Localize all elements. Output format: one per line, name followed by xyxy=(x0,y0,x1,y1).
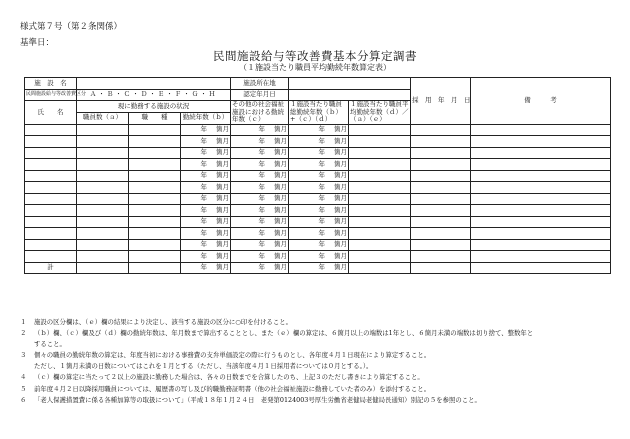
service-years-cell[interactable] xyxy=(181,251,231,263)
avg-years-cell[interactable] xyxy=(349,216,411,228)
document-title: 民間施設給与等改善費基本分算定調書 xyxy=(213,49,417,63)
base-date-label: 基準日： xyxy=(20,38,55,48)
month-unit: 箇月 xyxy=(216,228,229,237)
staff-count-cell[interactable] xyxy=(77,205,129,217)
year-unit: 年 xyxy=(318,148,325,156)
job-type-cell[interactable] xyxy=(129,205,181,217)
other-facility-years-cell[interactable] xyxy=(231,124,289,136)
other-facility-years-cell[interactable] xyxy=(231,182,289,194)
note-line xyxy=(20,372,620,383)
year-unit: 年 xyxy=(258,125,265,133)
year-unit: 年 xyxy=(258,263,265,271)
service-years-cell[interactable] xyxy=(181,193,231,205)
staff-row xyxy=(25,216,611,228)
month-unit: 箇月 xyxy=(274,251,287,260)
year-unit: 年 xyxy=(318,171,325,179)
remarks-cell[interactable] xyxy=(471,228,611,240)
staff-count-cell[interactable] xyxy=(77,136,129,148)
other-facility-years-cell[interactable] xyxy=(231,159,289,171)
staff-count-cell[interactable] xyxy=(77,193,129,205)
note-number: ３ xyxy=(20,351,27,360)
remarks-cell[interactable] xyxy=(471,251,611,263)
staff-count-cell[interactable] xyxy=(77,228,129,240)
month-unit: 箇月 xyxy=(274,217,287,225)
job-type-cell[interactable] xyxy=(129,124,181,136)
staff-name-cell[interactable] xyxy=(25,124,77,136)
service-years-cell[interactable] xyxy=(181,124,231,136)
staff-count-header: 職員数（ａ） xyxy=(77,112,129,124)
other-facility-years-cell[interactable] xyxy=(231,228,289,240)
year-unit: 年 xyxy=(258,171,265,179)
year-unit: 年 xyxy=(200,125,207,133)
remarks-cell[interactable] xyxy=(471,147,611,159)
note-text: すること。 xyxy=(34,340,66,349)
staff-row xyxy=(25,124,611,136)
month-unit: 箇月 xyxy=(216,205,229,214)
service-years-cell[interactable] xyxy=(181,136,231,148)
notes-section xyxy=(20,317,620,406)
staff-count-cell[interactable] xyxy=(77,147,129,159)
staff-name-cell[interactable] xyxy=(25,170,77,182)
total-years-cell[interactable] xyxy=(289,239,349,251)
month-unit: 箇月 xyxy=(216,159,229,168)
month-unit: 箇月 xyxy=(334,159,347,168)
avg-years-cell[interactable] xyxy=(349,251,411,263)
avg-years-cell[interactable] xyxy=(349,124,411,136)
job-type-cell[interactable] xyxy=(129,136,181,148)
service-years-cell[interactable] xyxy=(181,216,231,228)
total-years-cell[interactable] xyxy=(289,216,349,228)
month-unit: 箇月 xyxy=(334,136,347,145)
remarks-cell[interactable] xyxy=(471,159,611,171)
staff-count-cell[interactable] xyxy=(77,182,129,194)
job-type-cell[interactable] xyxy=(129,182,181,194)
approval-date-field[interactable] xyxy=(289,89,411,101)
approval-date-label: 認定年月日 xyxy=(231,89,289,101)
year-unit: 年 xyxy=(318,182,325,191)
remarks-cell[interactable] xyxy=(471,136,611,148)
name-header: 氏 名 xyxy=(25,101,77,125)
year-unit: 年 xyxy=(200,194,207,202)
note-line xyxy=(20,317,620,328)
remarks-cell[interactable] xyxy=(471,216,611,228)
avg-years-cell[interactable] xyxy=(349,262,411,274)
year-unit: 年 xyxy=(318,228,325,237)
month-unit: 箇月 xyxy=(274,171,287,179)
month-unit: 箇月 xyxy=(274,182,287,191)
document-subtitle: （１施設当たり職員平均勤続年数算定表） xyxy=(239,63,391,72)
avg-years-cell[interactable] xyxy=(349,159,411,171)
service-years-cell[interactable] xyxy=(181,228,231,240)
note-number: ５ xyxy=(20,384,27,393)
note-number: ４ xyxy=(20,373,27,382)
avg-years-cell[interactable] xyxy=(349,147,411,159)
staff-row xyxy=(25,228,611,240)
total-years-cell[interactable] xyxy=(289,262,349,274)
month-unit: 箇月 xyxy=(274,228,287,237)
staff-count-cell[interactable] xyxy=(77,170,129,182)
note-number: ２ xyxy=(20,329,27,338)
total-years-cell[interactable] xyxy=(289,182,349,194)
classification-options[interactable]: Ａ・Ｂ・Ｃ・Ｄ・Ｅ・Ｆ・Ｇ・Ｈ xyxy=(77,89,231,101)
total-label: 計 xyxy=(25,262,77,274)
other-facility-years-cell[interactable] xyxy=(231,216,289,228)
month-unit: 箇月 xyxy=(334,240,347,248)
other-facility-years-cell[interactable] xyxy=(231,239,289,251)
month-unit: 箇月 xyxy=(274,205,287,214)
facility-location-field[interactable] xyxy=(289,78,411,90)
month-unit: 箇月 xyxy=(274,125,287,133)
year-unit: 年 xyxy=(318,217,325,225)
year-unit: 年 xyxy=(318,251,325,260)
month-unit: 箇月 xyxy=(216,194,229,202)
month-unit: 箇月 xyxy=(274,194,287,202)
year-unit: 年 xyxy=(258,240,265,248)
total-years-header: １施設当たり職員総勤続年数（ｂ）+（ｃ）（ｄ） xyxy=(289,101,349,125)
month-unit: 箇月 xyxy=(334,148,347,156)
note-text: （ｂ）欄、（ｃ）欄及び（ｄ）欄の勤続年数は、年月数まで算出することとし、また（ｅ）欄の算定は、６箇月以上の端数は1年とし、６箇月未満の端数は切り捨て、整数年と xyxy=(34,329,534,338)
hire-date-cell[interactable] xyxy=(411,193,471,205)
remarks-cell[interactable] xyxy=(471,205,611,217)
avg-years-cell[interactable] xyxy=(349,182,411,194)
hire-date-cell[interactable] xyxy=(411,216,471,228)
staff-name-cell[interactable] xyxy=(25,216,77,228)
month-unit: 箇月 xyxy=(216,251,229,260)
facility-location-label: 施設所在地 xyxy=(231,78,289,90)
job-type-cell[interactable] xyxy=(129,262,181,274)
total-years-cell[interactable] xyxy=(289,159,349,171)
staff-name-cell[interactable] xyxy=(25,228,77,240)
job-type-cell[interactable] xyxy=(129,170,181,182)
hire-date-cell[interactable] xyxy=(411,147,471,159)
year-unit: 年 xyxy=(258,194,265,202)
avg-years-cell[interactable] xyxy=(349,228,411,240)
staff-name-cell[interactable] xyxy=(25,159,77,171)
calculation-table xyxy=(24,77,611,274)
month-unit: 箇月 xyxy=(274,159,287,168)
hire-date-cell[interactable] xyxy=(411,239,471,251)
year-unit: 年 xyxy=(200,217,207,225)
total-years-cell[interactable] xyxy=(289,136,349,148)
staff-count-cell[interactable] xyxy=(77,159,129,171)
service-years-cell[interactable] xyxy=(181,262,231,274)
month-unit: 箇月 xyxy=(334,251,347,260)
avg-years-cell[interactable] xyxy=(349,205,411,217)
year-unit: 年 xyxy=(258,159,265,168)
hire-date-cell[interactable] xyxy=(411,124,471,136)
staff-name-cell[interactable] xyxy=(25,239,77,251)
note-text: 「老人保護措置費に係る各種加算等の取扱について」（平成１８年１月２４日 老発第0124003号厚生労働省老健局老健局長通知）別記の５を参照のこと。 xyxy=(34,395,481,404)
note-text: 前年度４月２日以降採用職員については、履歴書の写し及び的職勤務証明書（他の社会福祉施設に勤務していた者のみ）を添付すること。 xyxy=(34,384,431,393)
month-unit: 箇月 xyxy=(216,182,229,191)
year-unit: 年 xyxy=(200,159,207,168)
month-unit: 箇月 xyxy=(334,171,347,179)
service-years-cell[interactable] xyxy=(181,182,231,194)
remarks-cell[interactable] xyxy=(471,262,611,274)
staff-row xyxy=(25,147,611,159)
staff-name-cell[interactable] xyxy=(25,205,77,217)
avg-years-cell[interactable] xyxy=(349,170,411,182)
other-facility-header: その他の社会福祉施設における勤続年数（ｃ） xyxy=(231,101,289,125)
year-unit: 年 xyxy=(200,205,207,214)
staff-row xyxy=(25,239,611,251)
facility-name-label: 施 設 名 xyxy=(25,78,77,90)
year-unit: 年 xyxy=(258,251,265,260)
staff-row xyxy=(25,136,611,148)
year-unit: 年 xyxy=(258,136,265,145)
staff-count-cell[interactable] xyxy=(77,216,129,228)
total-years-cell[interactable] xyxy=(289,205,349,217)
total-years-cell[interactable] xyxy=(289,147,349,159)
other-facility-years-cell[interactable] xyxy=(231,147,289,159)
year-unit: 年 xyxy=(200,171,207,179)
month-unit: 箇月 xyxy=(216,125,229,133)
month-unit: 箇月 xyxy=(334,125,347,133)
job-type-cell[interactable] xyxy=(129,159,181,171)
year-unit: 年 xyxy=(318,136,325,145)
other-facility-years-cell[interactable] xyxy=(231,193,289,205)
staff-row xyxy=(25,170,611,182)
year-unit: 年 xyxy=(200,251,207,260)
classification-label: 民間施設給与等改善費区分 xyxy=(25,89,77,101)
year-unit: 年 xyxy=(200,136,207,145)
hire-date-header: 採 用 年 月 日 xyxy=(411,78,471,125)
note-text: 施設の区分欄は、（ｅ）欄の結果により決定し、該当する施設の区分に○印を付けること。 xyxy=(34,318,292,326)
other-facility-years-cell[interactable] xyxy=(231,262,289,274)
job-type-cell[interactable] xyxy=(129,147,181,159)
remarks-cell[interactable] xyxy=(471,170,611,182)
remarks-cell[interactable] xyxy=(471,124,611,136)
avg-years-header: １施設当たり職員平均勤続年数（ｄ）／（ａ）（ｅ） xyxy=(350,100,409,123)
avg-years-cell[interactable] xyxy=(349,193,411,205)
job-type-cell[interactable] xyxy=(129,228,181,240)
staff-count-cell[interactable] xyxy=(77,239,129,251)
month-unit: 箇月 xyxy=(274,240,287,248)
total-years-cell[interactable] xyxy=(289,193,349,205)
year-unit: 年 xyxy=(258,182,265,191)
month-unit: 箇月 xyxy=(334,182,347,191)
staff-row xyxy=(25,205,611,217)
staff-name-cell[interactable] xyxy=(25,193,77,205)
staff-name-cell[interactable] xyxy=(25,147,77,159)
avg-years-cell[interactable] xyxy=(349,136,411,148)
month-unit: 箇月 xyxy=(334,228,347,237)
total-years-cell[interactable] xyxy=(289,124,349,136)
staff-row xyxy=(25,251,611,263)
note-line xyxy=(20,328,620,339)
hire-date-cell[interactable] xyxy=(411,262,471,274)
service-years-cell[interactable] xyxy=(181,170,231,182)
month-unit: 箇月 xyxy=(334,205,347,214)
staff-row xyxy=(25,193,611,205)
staff-name-cell[interactable] xyxy=(25,251,77,263)
month-unit: 箇月 xyxy=(274,148,287,156)
staff-name-cell[interactable] xyxy=(25,136,77,148)
remarks-header: 備 考 xyxy=(471,78,611,125)
year-unit: 年 xyxy=(258,205,265,214)
month-unit: 箇月 xyxy=(216,136,229,145)
note-line xyxy=(20,361,620,372)
service-years-cell[interactable] xyxy=(181,205,231,217)
hire-date-cell[interactable] xyxy=(411,251,471,263)
year-unit: 年 xyxy=(200,263,207,271)
hire-date-cell[interactable] xyxy=(411,170,471,182)
hire-date-cell[interactable] xyxy=(411,159,471,171)
service-years-cell[interactable] xyxy=(181,147,231,159)
total-years-cell[interactable] xyxy=(289,170,349,182)
staff-count-cell[interactable] xyxy=(77,251,129,263)
month-unit: 箇月 xyxy=(216,263,229,271)
job-type-cell[interactable] xyxy=(129,251,181,263)
other-facility-years-cell[interactable] xyxy=(231,136,289,148)
service-years-header: 勤続年数（ｂ） xyxy=(181,112,231,124)
facility-name-field[interactable] xyxy=(77,78,231,90)
staff-row xyxy=(25,182,611,194)
month-unit: 箇月 xyxy=(216,148,229,156)
note-number: １ xyxy=(20,318,27,326)
staff-count-cell[interactable] xyxy=(77,262,129,274)
note-text: ただし、１箇月未満の日数についてはこれを１月とする（ただし、当該年度４月１日採用者については０月とする。）。 xyxy=(34,362,373,371)
year-unit: 年 xyxy=(200,228,207,237)
year-unit: 年 xyxy=(318,240,325,248)
year-unit: 年 xyxy=(318,159,325,168)
note-text: （ｃ）欄の算定に当たって２以上の施設に勤務した場合は、各々の日数までを合算したのち、上記３のただし書きにより算定すること。 xyxy=(34,373,424,382)
note-line xyxy=(20,339,620,350)
year-unit: 年 xyxy=(200,240,207,248)
other-facility-years-cell[interactable] xyxy=(231,205,289,217)
job-type-cell[interactable] xyxy=(129,239,181,251)
year-unit: 年 xyxy=(318,194,325,202)
month-unit: 箇月 xyxy=(334,194,347,202)
form-number: 様式第７号（第２条関係） xyxy=(20,22,123,32)
note-line xyxy=(20,384,620,395)
year-unit: 年 xyxy=(258,228,265,237)
month-unit: 箇月 xyxy=(216,171,229,179)
hire-date-cell[interactable] xyxy=(411,182,471,194)
year-unit: 年 xyxy=(200,182,207,191)
other-facility-years-cell[interactable] xyxy=(231,170,289,182)
total-years-cell[interactable] xyxy=(289,228,349,240)
hire-date-cell[interactable] xyxy=(411,205,471,217)
service-years-cell[interactable] xyxy=(181,159,231,171)
current-facility-header: 現に勤務する施設の状況 xyxy=(77,101,231,113)
job-type-header: 職 種 xyxy=(129,112,181,124)
year-unit: 年 xyxy=(318,205,325,214)
total-row xyxy=(25,262,611,274)
month-unit: 箇月 xyxy=(274,263,287,271)
avg-years-cell[interactable] xyxy=(349,239,411,251)
remarks-cell[interactable] xyxy=(471,239,611,251)
hire-date-cell[interactable] xyxy=(411,228,471,240)
year-unit: 年 xyxy=(258,148,265,156)
job-type-cell[interactable] xyxy=(129,193,181,205)
month-unit: 箇月 xyxy=(216,217,229,225)
remarks-cell[interactable] xyxy=(471,182,611,194)
year-unit: 年 xyxy=(200,148,207,156)
facility-name-row xyxy=(25,78,611,90)
month-unit: 箇月 xyxy=(274,136,287,145)
service-years-cell[interactable] xyxy=(181,239,231,251)
hire-date-cell[interactable] xyxy=(411,136,471,148)
note-text: 個々の職員の勤続年数の算定は、年度当初における事務費の支弁単価設定の際に行うものとし、各年度４月１日現在により算定すること。 xyxy=(34,351,431,360)
month-unit: 箇月 xyxy=(334,217,347,225)
staff-count-cell[interactable] xyxy=(77,124,129,136)
year-unit: 年 xyxy=(258,217,265,225)
other-facility-years-cell[interactable] xyxy=(231,251,289,263)
year-unit: 年 xyxy=(318,125,325,133)
remarks-cell[interactable] xyxy=(471,193,611,205)
staff-name-cell[interactable] xyxy=(25,182,77,194)
total-years-cell[interactable] xyxy=(289,251,349,263)
note-line xyxy=(20,350,620,361)
year-unit: 年 xyxy=(318,263,325,271)
month-unit: 箇月 xyxy=(216,240,229,248)
job-type-cell[interactable] xyxy=(129,216,181,228)
note-number: ６ xyxy=(20,395,27,404)
month-unit: 箇月 xyxy=(334,263,347,271)
staff-row xyxy=(25,159,611,171)
note-line xyxy=(20,395,620,406)
